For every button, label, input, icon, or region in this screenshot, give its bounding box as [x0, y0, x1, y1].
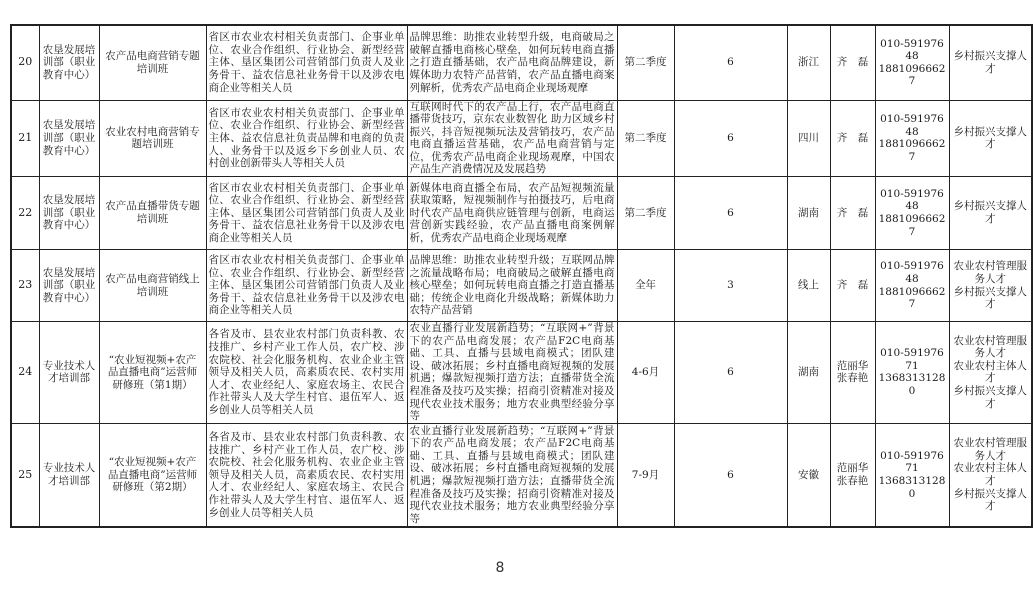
phone-cell: 010-59197671 13683131280	[875, 423, 949, 527]
schedule-cell: 第二季度	[617, 100, 674, 177]
course-content-cell: 农业直播行业发展新趋势；“互联网+”背景下的农产品电商发展；农产品F2C电商基础、工具、直播与县域电商模式；团队建设、破冰拓展；乡村直播电商短视频的发展机遇；爆款短视频打造方法；直播带货全流程准备及技巧及实操；招商引资精准对接及现代农业技术服务；地方农业典型经验分享等	[407, 322, 617, 424]
row-number: 21	[11, 100, 39, 177]
days-cell: 6	[674, 423, 787, 527]
days-cell: 6	[674, 322, 787, 424]
talent-category-cell: 乡村振兴支撑人才	[949, 177, 1032, 250]
phone-cell: 010-59197648 18810966627	[875, 250, 949, 322]
department-cell: 专业技术人才培训部	[39, 423, 99, 527]
phone-cell: 010-59197648 18810966627	[875, 25, 949, 100]
row-number: 20	[11, 25, 39, 100]
target-audience-cell: 省区市农业农村相关负责部门、企事业单位、农业合作组织、行业协会、新型经营主体、垦区集团公司营销部门负责人及业务骨干、益农信息社业务骨干以及涉农电商企业等相关人员	[206, 25, 407, 100]
location-cell: 湖南	[787, 177, 830, 250]
row-number: 24	[11, 322, 39, 424]
page-number: 8	[495, 560, 505, 576]
contact-person-cell: 齐 磊	[830, 100, 875, 177]
phone-cell: 010-59197648 18810966627	[875, 177, 949, 250]
talent-category-cell: 乡村振兴支撑人才	[949, 100, 1032, 177]
course-content-cell: 新媒体电商直播全布局，农产品短视频流量获取策略，短视频制作与拍摄技巧，后电商时代农产品电商供应链管理与创新，电商运营创新实践经验，农产品直播电商案例解析，优秀农产品电商企业现场观摩	[407, 177, 617, 250]
course-name-cell: “农业短视频+农产品直播电商”运营师研修班（第1期）	[99, 322, 206, 424]
row-number: 22	[11, 177, 39, 250]
table-row	[11, 177, 1032, 250]
table-row	[11, 25, 1032, 100]
location-cell: 浙江	[787, 25, 830, 100]
target-audience-cell: 省区市农业农村相关负责部门、企事业单位、农业合作组织、行业协会、新型经营主体、垦区集团公司营销部门负责人及业务骨干、益农信息社业务骨干以及涉农电商企业等相关人员	[206, 177, 407, 250]
schedule-cell: 第二季度	[617, 25, 674, 100]
schedule-cell: 第二季度	[617, 177, 674, 250]
table-row	[11, 100, 1032, 177]
course-name-cell: 农产品直播带货专题培训班	[99, 177, 206, 250]
location-cell: 安徽	[787, 423, 830, 527]
contact-person-cell: 齐 磊	[830, 25, 875, 100]
contact-person-cell: 范丽华 张春艳	[830, 423, 875, 527]
course-name-cell: 农产品电商营销专题培训班	[99, 25, 206, 100]
department-cell: 农垦发展培训部（职业教育中心）	[39, 25, 99, 100]
talent-category-cell: 农业农村管理服务人才 农业农村主体人才 乡村振兴支撑人才	[949, 423, 1032, 527]
table-row	[11, 322, 1032, 424]
department-cell: 专业技术人才培训部	[39, 322, 99, 424]
days-cell: 6	[674, 100, 787, 177]
target-audience-cell: 各省及市、县农业农村部门负责科教、农技推广、乡村产业工作人员，农广校、涉农院校、社会化服务机构、农业企业主管领导及相关人员，高素质农民、农村实用人才、农业经纪人、家庭农场主、农民合作社带头人及大学生村官、退伍军人、返乡创业人员等相关人员	[206, 423, 407, 527]
phone-cell: 010-59197671 13683131280	[875, 322, 949, 424]
schedule-cell: 4-6月	[617, 322, 674, 424]
phone-cell: 010-59197648 18810966627	[875, 100, 949, 177]
course-content-cell: 农业直播行业发展新趋势；“互联网+”背景下的农产品电商发展；农产品F2C电商基础、工具、直播与县域电商模式；团队建设、破冰拓展；乡村直播电商短视频的发展机遇；爆款短视频打造方法；直播带货全流程准备及技巧及实操；招商引资精准对接及现代农业技术服务；地方农业典型经验分享等	[407, 423, 617, 527]
department-cell: 农垦发展培训部（职业教育中心）	[39, 250, 99, 322]
talent-category-cell: 农业农村管理服务人才 乡村振兴支撑人才	[949, 250, 1032, 322]
course-name-cell: 农业农村电商营销专题培训班	[99, 100, 206, 177]
table-row	[11, 423, 1032, 527]
row-number: 23	[11, 250, 39, 322]
days-cell: 6	[674, 177, 787, 250]
course-name-cell: 农产品电商营销线上培训班	[99, 250, 206, 322]
days-cell: 6	[674, 25, 787, 100]
contact-person-cell: 范丽华 张春艳	[830, 322, 875, 424]
location-cell: 湖南	[787, 322, 830, 424]
schedule-cell: 全年	[617, 250, 674, 322]
target-audience-cell: 省区市农业农村相关负责部门、企事业单位、农业合作组织、行业协会、新型经营主体、益农信息社负责品牌和电商的负责人、业务骨干以及返乡下乡创业人员、农村创业创新带头人等相关人员	[206, 100, 407, 177]
contact-person-cell: 齐 磊	[830, 177, 875, 250]
row-number: 25	[11, 423, 39, 527]
schedule-cell: 7-9月	[617, 423, 674, 527]
department-cell: 农垦发展培训部（职业教育中心）	[39, 100, 99, 177]
location-cell: 四川	[787, 100, 830, 177]
talent-category-cell: 乡村振兴支撑人才	[949, 25, 1032, 100]
course-content-cell: 互联网时代下的农产品上行，农产品电商直播带货技巧，京东农业数智化 助力区域乡村振兴，抖音短视频玩法及营销技巧，农产品电商直播运营基础，农产品电商营销与定位，优秀农产品电商企业现场观摩，中国农产品生产消费情况及发展趋势	[407, 100, 617, 177]
department-cell: 农垦发展培训部（职业教育中心）	[39, 177, 99, 250]
target-audience-cell: 各省及市、县农业农村部门负责科教、农技推广、乡村产业工作人员，农广校、涉农院校、社会化服务机构、农业企业主管领导及相关人员，高素质农民、农村实用人才、农业经纪人、家庭农场主、农民合作社带头人及大学生村官、退伍军人、返乡创业人员等相关人员	[206, 322, 407, 424]
course-content-cell: 品牌思维：助推农业转型升级；互联网品牌之流量战略布局；电商破局之破解直播电商核心壁垒；如何玩转电商直播之打造直播基础；传统企业电商化升级战略；新媒体助力农特产品营销	[407, 250, 617, 322]
course-content-cell: 品牌思维：助推农业转型升级，电商破局之破解直播电商核心壁垒，如何玩转电商直播之打造直播基础，农产品电商品牌建设，新媒体助力农特产品营销，农产品直播电商案列解析，优秀农产品电商企业现场观摩	[407, 25, 617, 100]
table-row	[11, 250, 1032, 322]
training-schedule-table	[10, 24, 1033, 528]
talent-category-cell: 农业农村管理服务人才 农业农村主体人才 乡村振兴支撑人才	[949, 322, 1032, 424]
target-audience-cell: 省区市农业农村相关负责部门、企事业单位、农业合作组织、行业协会、新型经营主体、垦区集团公司营销部门负责人及业务骨干、益农信息社业务骨干以及涉农电商企业等相关人员	[206, 250, 407, 322]
course-name-cell: “农业短视频+农产品直播电商”运营师研修班（第2期）	[99, 423, 206, 527]
days-cell: 3	[674, 250, 787, 322]
contact-person-cell: 齐 磊	[830, 250, 875, 322]
location-cell: 线上	[787, 250, 830, 322]
